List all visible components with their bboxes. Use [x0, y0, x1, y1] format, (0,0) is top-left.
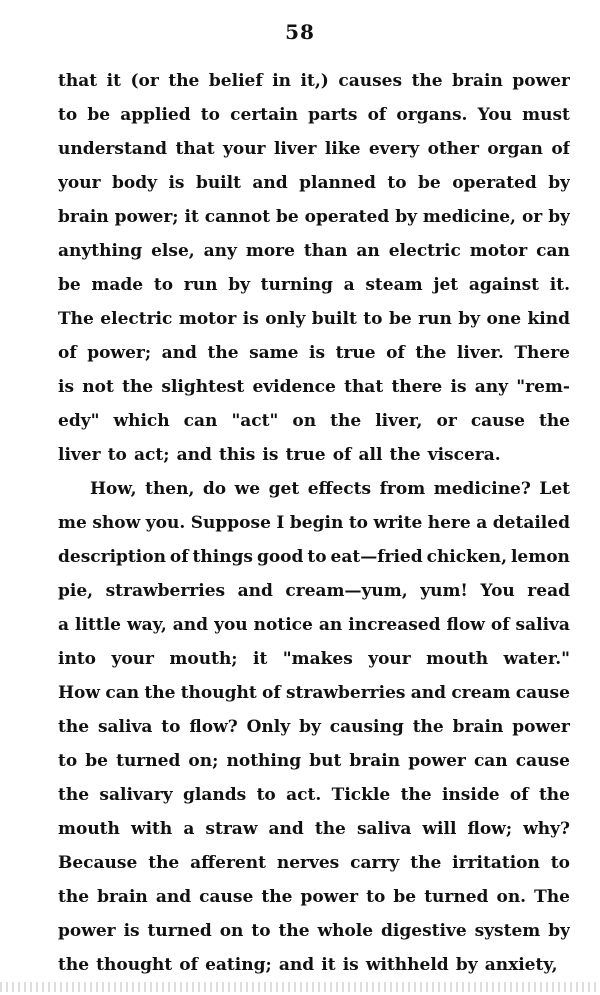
word: of	[386, 343, 405, 363]
word: electric	[388, 241, 461, 261]
word: whole	[317, 921, 374, 941]
word: begin	[289, 513, 344, 533]
word: slightest	[161, 377, 245, 397]
word: cause	[515, 683, 570, 703]
word: is	[262, 445, 279, 465]
text-line	[58, 268, 570, 302]
word: be	[87, 105, 111, 125]
word: your	[111, 649, 154, 669]
word: detailed	[492, 513, 570, 533]
text-line	[58, 914, 570, 948]
word: the	[168, 71, 200, 91]
word: be	[276, 207, 299, 227]
word: thought	[180, 683, 257, 703]
word: The	[534, 887, 570, 907]
word: it	[253, 649, 268, 669]
word: the	[58, 955, 90, 975]
word: you	[214, 615, 248, 635]
word: and	[176, 445, 212, 465]
text-line	[58, 778, 570, 812]
word: causes	[338, 71, 403, 91]
word: little	[75, 615, 121, 635]
word: turned	[147, 921, 212, 941]
word: your	[368, 649, 411, 669]
word: write	[373, 513, 423, 533]
word: the	[400, 785, 432, 805]
word: act.	[286, 785, 322, 805]
word: than	[303, 241, 348, 261]
word: viscera.	[427, 445, 501, 465]
word: Suppose	[190, 513, 271, 533]
word: to	[200, 105, 220, 125]
word: "rem-	[516, 377, 570, 397]
word: power	[300, 887, 359, 907]
text-line	[58, 200, 570, 234]
word: only	[265, 309, 306, 329]
word: by	[228, 275, 250, 295]
word: can	[105, 683, 140, 703]
word: like	[324, 139, 361, 159]
word: chicken,	[426, 547, 507, 567]
word: and	[172, 615, 209, 635]
word: true	[335, 343, 376, 363]
text-line	[58, 676, 570, 710]
word: can	[536, 241, 570, 261]
word: steam	[365, 275, 423, 295]
word: be	[388, 309, 412, 329]
word: it	[184, 207, 199, 227]
word: is	[168, 173, 185, 193]
word: saliva	[97, 717, 153, 737]
word: an	[356, 241, 380, 261]
word: parts	[308, 105, 358, 125]
word: this	[219, 445, 256, 465]
paragraph	[58, 64, 570, 472]
word: on	[292, 411, 317, 431]
word: we	[234, 479, 261, 499]
word: same	[249, 343, 299, 363]
word: jet	[433, 275, 459, 295]
word: to	[161, 717, 181, 737]
body-text	[58, 64, 570, 982]
word: eat—fried	[330, 547, 423, 567]
word: is	[342, 955, 359, 975]
word: You	[480, 581, 515, 601]
word: brain	[452, 71, 503, 91]
word: anxiety,	[484, 955, 558, 975]
word: to	[387, 173, 407, 193]
word: effects	[307, 479, 372, 499]
word: cause	[515, 751, 570, 771]
text-line	[58, 608, 570, 642]
page-number: 58	[285, 20, 315, 44]
word: brain	[58, 207, 109, 227]
text-line	[58, 506, 570, 540]
word: on	[219, 921, 244, 941]
text-line	[58, 64, 570, 98]
text-line	[58, 370, 570, 404]
text-line	[58, 404, 570, 438]
word: way,	[126, 615, 167, 635]
word: me	[58, 513, 87, 533]
word: of	[332, 445, 352, 465]
word: be	[418, 173, 441, 193]
word: Let	[539, 479, 570, 499]
word: read	[527, 581, 570, 601]
word: the	[261, 887, 293, 907]
word: thought	[96, 955, 173, 975]
word: to	[153, 275, 174, 295]
word: Only	[246, 717, 291, 737]
word: get	[268, 479, 300, 499]
word: the	[412, 717, 444, 737]
word: strawberries	[285, 683, 406, 703]
word: cream—yum,	[285, 581, 408, 601]
word: is	[309, 343, 326, 363]
text-line	[58, 880, 570, 914]
word: the	[415, 343, 447, 363]
word: motor	[178, 309, 237, 329]
word: but	[309, 751, 342, 771]
word: you.	[145, 513, 186, 533]
word: your	[58, 173, 101, 193]
word: power;	[114, 207, 179, 227]
word: here	[427, 513, 471, 533]
word: by	[395, 207, 417, 227]
word: applied	[120, 105, 191, 125]
word: power;	[87, 343, 152, 363]
word: that	[175, 139, 215, 159]
word: be	[85, 751, 108, 771]
word: brain	[349, 751, 401, 771]
word: must	[522, 105, 570, 125]
word: power	[58, 921, 116, 941]
word: true	[285, 445, 326, 465]
text-line	[58, 166, 570, 200]
word: flow	[446, 615, 485, 635]
word: things	[192, 547, 253, 567]
word: pie,	[58, 581, 94, 601]
text-line	[58, 948, 570, 982]
text-line	[58, 472, 570, 506]
word: "act"	[231, 411, 279, 431]
scan-edge-noise	[0, 982, 600, 992]
word: to	[107, 445, 127, 465]
word: glands	[183, 785, 247, 805]
word: How,	[90, 479, 137, 499]
word: in	[272, 71, 292, 91]
word: nerves	[276, 853, 340, 873]
word: to	[307, 547, 327, 567]
word: the	[122, 377, 154, 397]
word: evidence	[252, 377, 336, 397]
word: body	[112, 173, 157, 193]
word: power	[408, 751, 466, 771]
word: mouth;	[169, 649, 238, 669]
word: notice	[253, 615, 313, 635]
word: of	[179, 955, 198, 975]
text-line	[58, 302, 570, 336]
word: built	[195, 173, 241, 193]
word: of	[169, 547, 189, 567]
word: is	[123, 921, 140, 941]
word: digestive	[381, 921, 467, 941]
word: which	[113, 411, 170, 431]
word: good	[256, 547, 304, 567]
word: the	[278, 921, 310, 941]
word: salivary	[99, 785, 173, 805]
word: liver.	[456, 343, 504, 363]
word: cause	[199, 887, 254, 907]
word: be	[393, 887, 417, 907]
word: Tickle	[331, 785, 391, 805]
word: and	[252, 173, 288, 193]
word: How	[58, 683, 101, 703]
word: the	[410, 853, 442, 873]
text-line	[58, 812, 570, 846]
word: every	[368, 139, 420, 159]
word: afferent	[190, 853, 266, 873]
word: kind	[527, 309, 570, 329]
word: it.	[549, 275, 570, 295]
word: built	[311, 309, 357, 329]
text-line	[58, 132, 570, 166]
word: of	[367, 105, 387, 125]
word: turning	[260, 275, 333, 295]
word: The	[58, 309, 94, 329]
word: and	[268, 819, 304, 839]
word: understand	[58, 139, 168, 159]
word: the	[58, 785, 90, 805]
word: by	[455, 955, 478, 975]
word: system	[474, 921, 541, 941]
word: and	[237, 581, 273, 601]
word: is	[450, 377, 467, 397]
word: any	[203, 241, 237, 261]
text-line	[58, 540, 570, 574]
word: anything	[58, 241, 143, 261]
word: be	[58, 275, 81, 295]
word: There	[514, 343, 570, 363]
word: the	[389, 445, 421, 465]
text-line	[58, 846, 570, 880]
word: the	[538, 785, 570, 805]
word: liver	[58, 445, 101, 465]
word: into	[58, 649, 97, 669]
word: the	[330, 411, 362, 431]
word: flow?	[189, 717, 238, 737]
word: to	[366, 887, 386, 907]
word: mouth	[58, 819, 120, 839]
word: of	[490, 615, 510, 635]
word: then,	[145, 479, 195, 499]
word: operated	[452, 173, 537, 193]
word: by	[458, 309, 481, 329]
word: act;	[134, 445, 170, 465]
word: made	[91, 275, 144, 295]
word: organ	[487, 139, 543, 159]
word: is	[58, 377, 75, 397]
word: else,	[151, 241, 195, 261]
word: can	[473, 751, 508, 771]
text-line	[58, 438, 570, 472]
word: show	[92, 513, 141, 533]
word: irritation	[452, 853, 540, 873]
word: on;	[188, 751, 219, 771]
word: inside	[441, 785, 500, 805]
word: turned	[116, 751, 181, 771]
word: water."	[503, 649, 570, 669]
word: more	[245, 241, 295, 261]
word: or	[521, 207, 543, 227]
word: will	[422, 819, 457, 839]
word: by	[548, 207, 570, 227]
word: or	[436, 411, 457, 431]
word: mouth	[426, 649, 489, 669]
text-line	[58, 574, 570, 608]
word: (or	[130, 71, 159, 91]
word: causing	[329, 717, 404, 737]
word: run	[418, 309, 452, 329]
word: is	[242, 309, 259, 329]
word: cannot	[204, 207, 271, 227]
paragraph	[58, 472, 570, 982]
word: there	[391, 377, 443, 397]
word: a	[476, 513, 488, 533]
word: the	[314, 819, 346, 839]
word: the	[207, 343, 239, 363]
word: with	[130, 819, 173, 839]
text-line	[58, 744, 570, 778]
word: to	[251, 921, 271, 941]
word: to	[363, 309, 383, 329]
word: of	[262, 683, 281, 703]
word: it	[321, 955, 336, 975]
word: carry	[350, 853, 400, 873]
word: cream	[451, 683, 511, 703]
word: of	[551, 139, 570, 159]
word: of	[58, 343, 77, 363]
word: and	[410, 683, 447, 703]
word: not	[82, 377, 114, 397]
word: nothing	[226, 751, 302, 771]
text-line	[58, 234, 570, 268]
word: liver	[273, 139, 317, 159]
word: cause	[470, 411, 525, 431]
word: by	[548, 173, 570, 193]
word: strawberries	[105, 581, 226, 601]
word: brain	[97, 887, 148, 907]
word: motor	[469, 241, 528, 261]
word: description	[58, 547, 166, 567]
word: "makes	[282, 649, 353, 669]
word: can	[183, 411, 218, 431]
word: that	[58, 71, 98, 91]
word: by	[548, 921, 570, 941]
word: to	[256, 785, 276, 805]
word: medicine?	[433, 479, 531, 499]
word: your	[222, 139, 266, 159]
word: the	[144, 683, 176, 703]
word: You	[477, 105, 512, 125]
word: any	[474, 377, 509, 397]
word: all	[358, 445, 383, 465]
word: and	[155, 887, 192, 907]
word: Because	[58, 853, 138, 873]
word: the	[538, 411, 570, 431]
word: of	[509, 785, 529, 805]
word: it,)	[300, 71, 329, 91]
word: the	[148, 853, 180, 873]
word: belief	[208, 71, 263, 91]
word: to	[348, 513, 369, 533]
word: liver,	[375, 411, 423, 431]
text-line	[58, 98, 570, 132]
word: an	[318, 615, 343, 635]
word: the	[58, 717, 90, 737]
word: flow;	[467, 819, 513, 839]
word: power	[512, 717, 570, 737]
text-line	[58, 642, 570, 676]
word: straw	[205, 819, 258, 839]
word: I	[276, 513, 285, 533]
word: it	[106, 71, 121, 91]
word: to	[58, 105, 78, 125]
word: the	[58, 887, 90, 907]
word: operated	[304, 207, 390, 227]
word: brain	[452, 717, 504, 737]
word: on.	[496, 887, 527, 907]
word: a	[343, 275, 355, 295]
word: and	[161, 343, 197, 363]
text-line	[58, 710, 570, 744]
word: electric	[100, 309, 173, 329]
word: turned	[424, 887, 489, 907]
word: by	[299, 717, 321, 737]
word: saliva	[515, 615, 570, 635]
word: medicine,	[422, 207, 516, 227]
word: why?	[523, 819, 570, 839]
word: organs.	[396, 105, 468, 125]
word: run	[183, 275, 218, 295]
word: from	[379, 479, 426, 499]
word: that	[344, 377, 384, 397]
word: withheld	[365, 955, 449, 975]
word: a	[183, 819, 195, 839]
word: certain	[230, 105, 298, 125]
word: the	[411, 71, 443, 91]
word: yum!	[420, 581, 468, 601]
text-line	[58, 336, 570, 370]
word: to	[58, 751, 78, 771]
word: increased	[348, 615, 441, 635]
word: other	[427, 139, 479, 159]
word: a	[58, 615, 70, 635]
word: lemon	[510, 547, 570, 567]
word: edy"	[58, 411, 100, 431]
word: and	[278, 955, 315, 975]
word: planned	[299, 173, 376, 193]
word: do	[202, 479, 227, 499]
word: one	[486, 309, 522, 329]
word: power	[512, 71, 570, 91]
word: saliva	[356, 819, 412, 839]
word: to	[550, 853, 570, 873]
word: against	[468, 275, 540, 295]
word: eating;	[205, 955, 272, 975]
